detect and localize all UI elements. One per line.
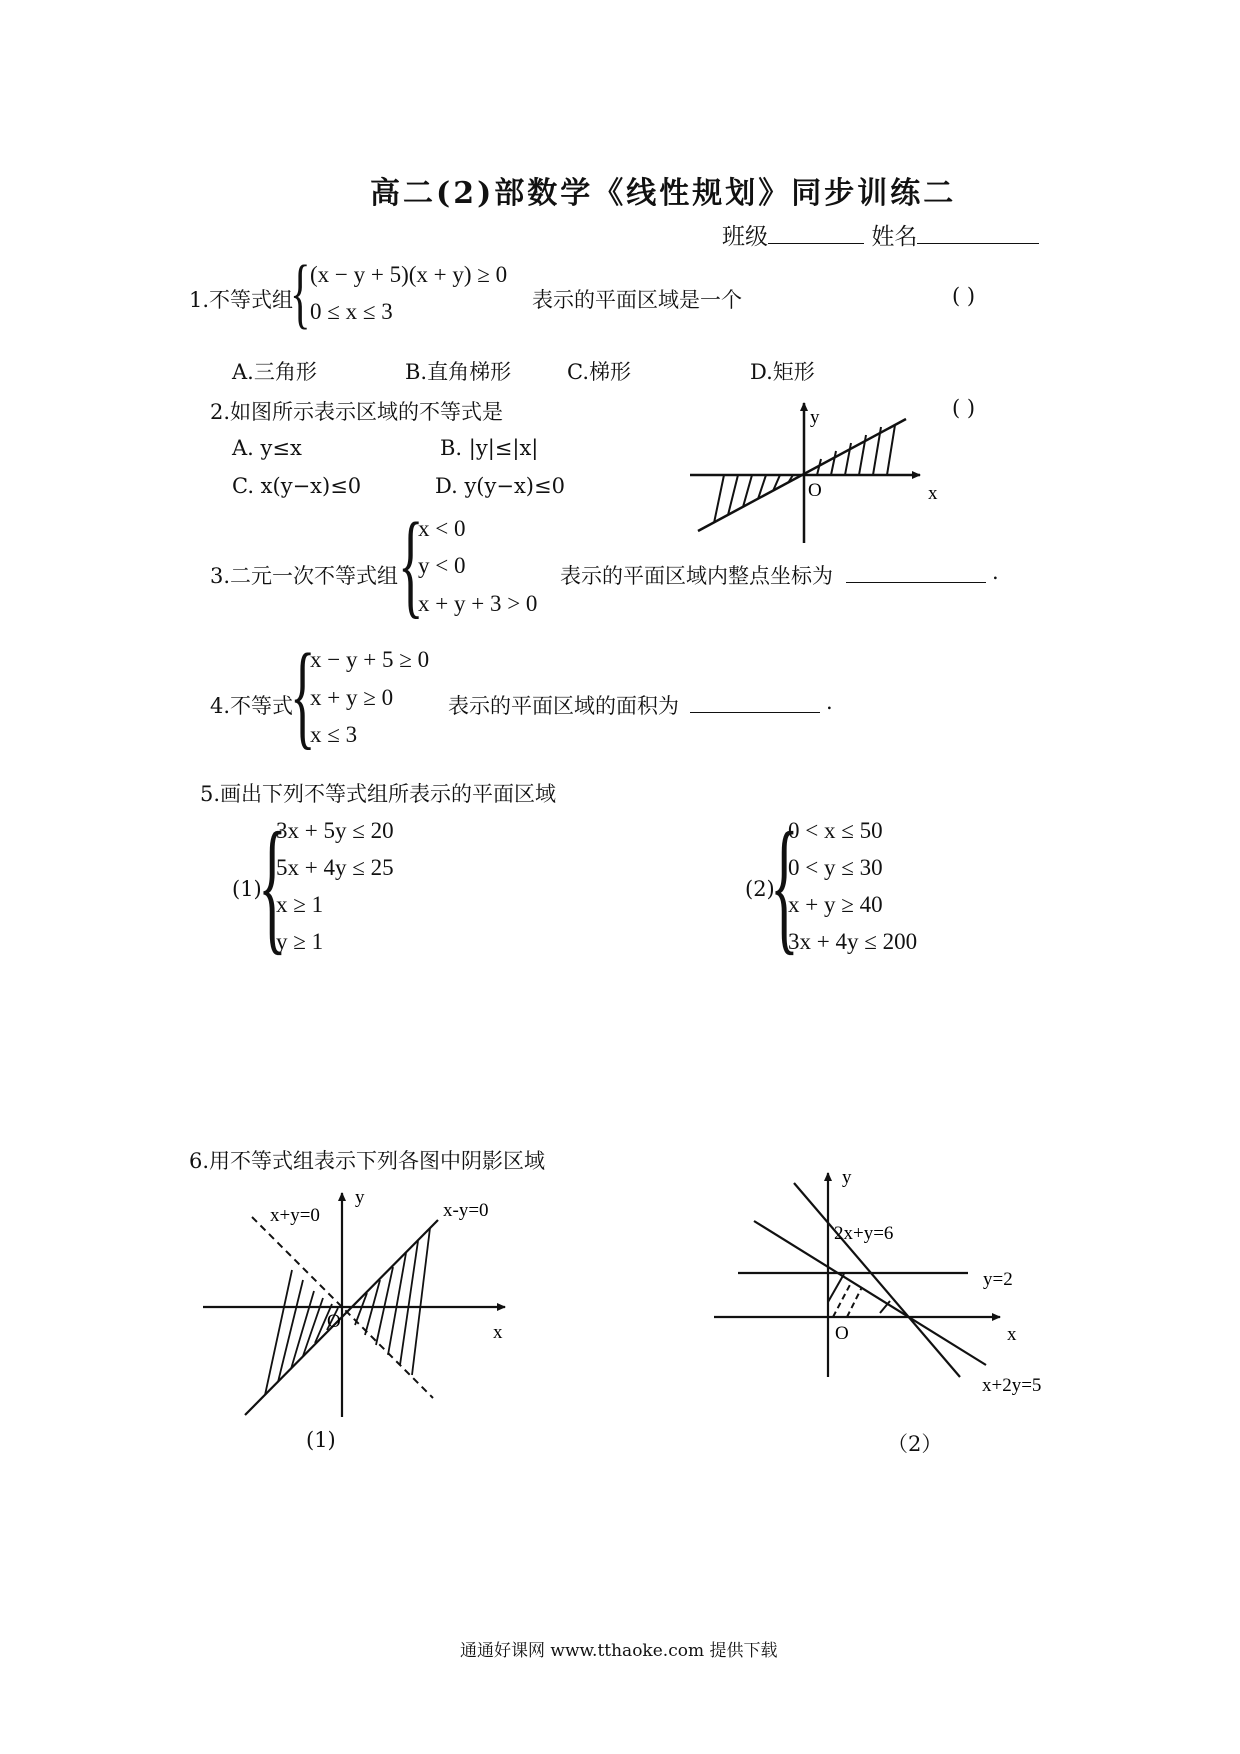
q4-line1: x − y + 5 ≥ 0 <box>310 647 430 672</box>
page-footer: 通通好课网 www.tthaoke.com 提供下载 <box>460 1641 778 1661</box>
q1-suffix: 表示的平面区域是一个 <box>532 288 742 312</box>
origin-label: O <box>327 1311 341 1332</box>
y-axis-label: y <box>355 1187 365 1208</box>
page-title: 高二(2)部数学《线性规划》同步训练二 <box>370 176 957 211</box>
class-name-line <box>722 218 1039 251</box>
line-y-2-label: y=2 <box>983 1269 1013 1290</box>
origin-label: O <box>835 1323 849 1344</box>
q6-figure-2 <box>710 1165 1070 1405</box>
x-axis-label: x <box>493 1322 503 1343</box>
q1-option-a[interactable]: A.三角形 <box>232 360 317 384</box>
q5-part2-brace: { <box>770 802 799 968</box>
q3-line3: x + y + 3 > 0 <box>418 591 538 616</box>
q1-option-c[interactable]: C.梯形 <box>567 360 631 384</box>
q5-part1-line1: 3x + 5y ≤ 20 <box>276 818 394 843</box>
q3-suffix: 表示的平面区域内整点坐标为 <box>560 564 833 588</box>
q1-line1: (x − y + 5)(x + y) ≥ 0 <box>310 262 508 287</box>
q1-option-d[interactable]: D.矩形 <box>750 360 815 384</box>
q1-line2: 0 ≤ x ≤ 3 <box>310 299 393 324</box>
q4-line2: x + y ≥ 0 <box>310 685 394 710</box>
q5-part2-label: (2) <box>745 877 775 901</box>
q5-part2-line4: 3x + 4y ≤ 200 <box>788 929 918 954</box>
q1-prefix: 1.不等式组 <box>189 288 294 312</box>
q2-answer-paren[interactable]: ( ) <box>952 396 976 420</box>
q5-part2-line1: 0 < x ≤ 50 <box>788 818 883 843</box>
q3-brace: { <box>398 498 424 629</box>
q1-option-b[interactable]: B.直角梯形 <box>405 360 512 384</box>
q4-prefix: 4.不等式 <box>210 694 294 718</box>
q6-prompt: 6.用不等式组表示下列各图中阴影区域 <box>189 1149 546 1173</box>
class-label: 班级 <box>722 224 768 250</box>
name-blank[interactable] <box>917 221 1039 244</box>
q5-part1-line2: 5x + 4y ≤ 25 <box>276 855 394 880</box>
name-label: 姓名 <box>871 224 918 250</box>
q5-part1-label: (1) <box>232 877 262 901</box>
q3-line1: x < 0 <box>418 516 466 541</box>
q3-end: . <box>992 560 999 584</box>
q4-line3: x ≤ 3 <box>310 722 358 747</box>
q5-prompt: 5.画出下列不等式组所表示的平面区域 <box>200 782 557 806</box>
line-x-plus-2y-5-label: x+2y=5 <box>982 1375 1042 1396</box>
x-axis-label: x <box>928 483 938 504</box>
origin-label: O <box>808 480 822 501</box>
hatch-3 <box>847 1287 862 1317</box>
q6-figure-1 <box>195 1185 525 1425</box>
q5-part1-line3: x ≥ 1 <box>276 892 324 917</box>
q1-brace: { <box>290 249 311 336</box>
line-2x-plus-y-6-label: 2x+y=6 <box>834 1223 894 1244</box>
q2-option-c[interactable]: C. x(y−x)≤0 <box>232 474 362 498</box>
q2-option-d[interactable]: D. y(y−x)≤0 <box>435 474 565 498</box>
q4-suffix: 表示的平面区域的面积为 <box>448 694 679 718</box>
q4-end: . <box>826 690 833 714</box>
q5-part2-line3: x + y ≥ 40 <box>788 892 883 917</box>
q6-fig1-caption: (1) <box>306 1428 336 1452</box>
hatch-right <box>355 1228 430 1375</box>
line-x-plus-y-label: x+y=0 <box>270 1205 320 1226</box>
q4-brace: { <box>290 629 316 760</box>
q5-part1-brace: { <box>258 802 287 968</box>
q3-prefix: 3.二元一次不等式组 <box>210 564 399 588</box>
q4-answer-blank[interactable] <box>690 690 820 713</box>
line-2x-plus-y-6 <box>794 1183 960 1377</box>
q6-fig2-caption: （2） <box>887 1432 943 1456</box>
q2-figure <box>680 395 950 545</box>
q1-answer-paren[interactable]: ( ) <box>952 284 976 308</box>
class-blank[interactable] <box>768 221 864 244</box>
q3-answer-blank[interactable] <box>846 560 986 583</box>
y-axis-label: y <box>810 407 820 428</box>
q3-line2: y < 0 <box>418 553 466 578</box>
q2-option-a[interactable]: A. y≤x <box>232 436 302 460</box>
y-axis-label: y <box>842 1167 852 1188</box>
q2-prompt: 2.如图所示表示区域的不等式是 <box>210 400 504 424</box>
line-x-minus-y-label: x-y=0 <box>443 1200 489 1221</box>
hatch-1 <box>828 1274 844 1302</box>
x-axis-label: x <box>1007 1324 1017 1345</box>
q5-part1-line4: y ≥ 1 <box>276 929 324 954</box>
q2-option-b[interactable]: B. |y|≤|x| <box>440 436 539 460</box>
q5-part2-line2: 0 < y ≤ 30 <box>788 855 883 880</box>
